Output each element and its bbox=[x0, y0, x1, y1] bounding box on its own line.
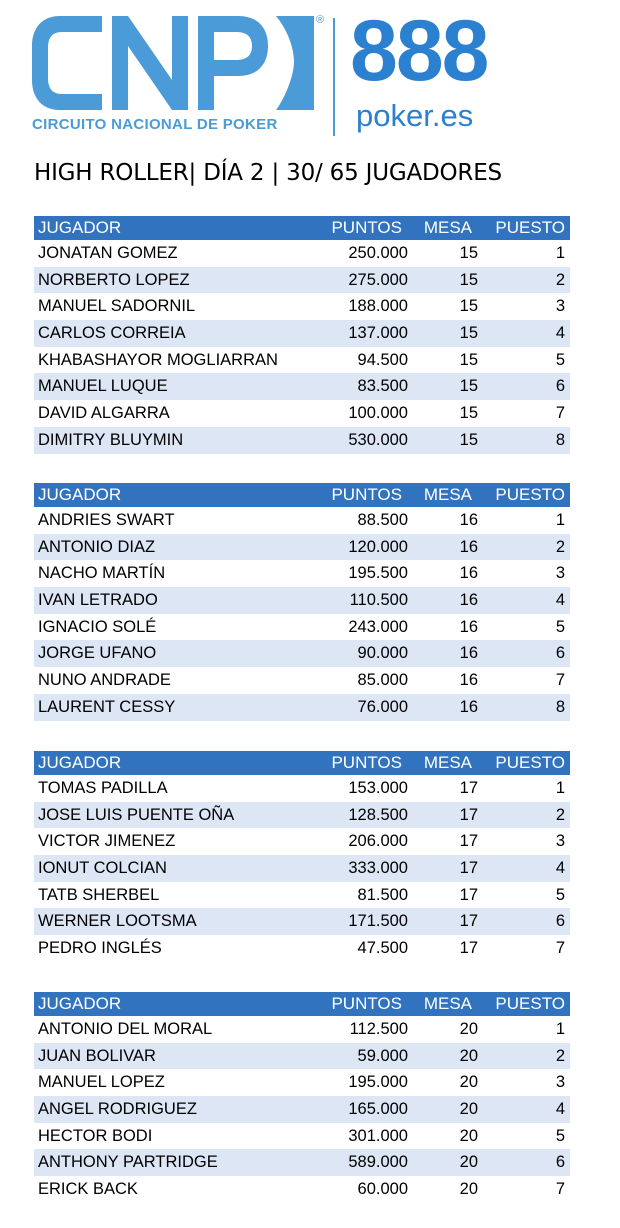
table-number: 20 bbox=[459, 1126, 478, 1145]
table-row bbox=[34, 347, 570, 374]
table-number: 16 bbox=[459, 537, 478, 556]
column-header-mesa: MESA bbox=[423, 218, 472, 237]
table-number: 15 bbox=[459, 270, 478, 289]
table-row bbox=[34, 534, 570, 561]
player-points: 88.500 bbox=[357, 511, 408, 529]
seat-number: 6 bbox=[555, 644, 565, 663]
table-row bbox=[34, 320, 570, 347]
player-points: 589.000 bbox=[348, 1153, 408, 1172]
seat-number: 7 bbox=[555, 939, 565, 958]
column-header-puntos: PUNTOS bbox=[331, 994, 402, 1013]
player-name: VICTOR JIMENEZ bbox=[38, 832, 176, 851]
table-row bbox=[34, 400, 570, 427]
table-number: 17 bbox=[459, 832, 478, 851]
seat-number: 8 bbox=[555, 430, 565, 449]
player-points: 333.000 bbox=[348, 859, 408, 878]
table-row bbox=[34, 775, 570, 802]
table-number: 15 bbox=[459, 244, 478, 262]
player-name: JUAN BOLIVAR bbox=[38, 1046, 156, 1065]
table-header-row bbox=[34, 751, 570, 775]
column-header-jugador: JUGADOR bbox=[38, 485, 122, 504]
column-header-puntos: PUNTOS bbox=[331, 485, 402, 504]
table-number: 16 bbox=[459, 564, 478, 583]
table-row bbox=[34, 587, 570, 614]
seat-number: 4 bbox=[555, 1100, 565, 1119]
standings-table bbox=[34, 992, 570, 1203]
seat-number: 2 bbox=[555, 270, 565, 289]
seat-number: 2 bbox=[555, 537, 565, 556]
seat-number: 1 bbox=[555, 1020, 565, 1038]
player-points: 94.500 bbox=[357, 350, 408, 369]
seat-number: 3 bbox=[555, 297, 565, 316]
player-points: 165.000 bbox=[348, 1100, 408, 1119]
player-name: ANTHONY PARTRIDGE bbox=[38, 1153, 218, 1172]
seat-number: 5 bbox=[555, 885, 565, 904]
seat-number: 1 bbox=[555, 511, 565, 529]
player-name: IGNACIO SOLÉ bbox=[38, 617, 157, 636]
player-name: JOSE LUIS PUENTE OÑA bbox=[38, 805, 235, 824]
player-points: 530.000 bbox=[348, 430, 408, 449]
player-name: ANDRIES SWART bbox=[38, 511, 175, 529]
standings-table bbox=[34, 751, 570, 962]
table-number: 15 bbox=[459, 377, 478, 396]
player-name: TOMAS PADILLA bbox=[38, 779, 168, 797]
table-number: 17 bbox=[459, 779, 478, 797]
table-number: 17 bbox=[459, 885, 478, 904]
logo-888-subtitle: poker.es bbox=[356, 98, 474, 133]
registered-mark: ® bbox=[316, 14, 325, 26]
table-row bbox=[34, 882, 570, 909]
table-header-row bbox=[34, 483, 570, 507]
table-row bbox=[34, 1069, 570, 1096]
player-points: 137.000 bbox=[348, 324, 408, 343]
player-points: 83.500 bbox=[357, 377, 408, 396]
player-name: DAVID ALGARRA bbox=[38, 404, 170, 423]
table-row bbox=[34, 1149, 570, 1176]
table-number: 20 bbox=[459, 1020, 478, 1038]
table-number: 16 bbox=[459, 697, 478, 716]
player-points: 188.000 bbox=[348, 297, 408, 316]
player-name: ERICK BACK bbox=[38, 1180, 138, 1199]
standings-table bbox=[34, 216, 570, 454]
player-name: LAURENT CESSY bbox=[38, 697, 176, 716]
player-points: 85.000 bbox=[357, 671, 408, 690]
seat-number: 7 bbox=[555, 671, 565, 690]
seat-number: 4 bbox=[555, 859, 565, 878]
column-header-jugador: JUGADOR bbox=[38, 753, 122, 772]
player-points: 59.000 bbox=[357, 1046, 408, 1065]
table-number: 16 bbox=[459, 591, 478, 610]
player-points: 47.500 bbox=[357, 939, 408, 958]
standings-table bbox=[34, 483, 570, 721]
table-row bbox=[34, 240, 570, 267]
table-row bbox=[34, 614, 570, 641]
table-row bbox=[34, 1096, 570, 1123]
table-number: 17 bbox=[459, 805, 478, 824]
player-name: TATB SHERBEL bbox=[38, 885, 160, 904]
player-points: 100.000 bbox=[348, 404, 408, 423]
table-header-row bbox=[34, 216, 570, 240]
table-row bbox=[34, 855, 570, 882]
table-row bbox=[34, 828, 570, 855]
player-points: 120.000 bbox=[348, 537, 408, 556]
table-number: 17 bbox=[459, 859, 478, 878]
player-points: 110.500 bbox=[349, 591, 408, 610]
table-number: 20 bbox=[459, 1100, 478, 1119]
player-name: PEDRO INGLÉS bbox=[38, 939, 162, 958]
table-row bbox=[34, 267, 570, 294]
table-row bbox=[34, 373, 570, 400]
player-points: 275.000 bbox=[348, 270, 408, 289]
cnp-subtitle: CIRCUITO NACIONAL DE POKER bbox=[32, 116, 278, 133]
seat-number: 1 bbox=[555, 779, 565, 797]
seat-number: 3 bbox=[555, 832, 565, 851]
logo-divider bbox=[333, 18, 335, 136]
seat-number: 6 bbox=[555, 377, 565, 396]
table-number: 15 bbox=[459, 324, 478, 343]
seat-number: 4 bbox=[555, 591, 565, 610]
player-name: HECTOR BODI bbox=[38, 1126, 153, 1145]
table-number: 20 bbox=[459, 1073, 478, 1092]
player-points: 195.000 bbox=[348, 1073, 408, 1092]
seat-number: 3 bbox=[555, 1073, 565, 1092]
table-row bbox=[34, 935, 570, 962]
player-name: WERNER LOOTSMA bbox=[38, 912, 197, 931]
table-row bbox=[34, 427, 570, 454]
seat-number: 6 bbox=[555, 912, 565, 931]
table-row bbox=[34, 1016, 570, 1043]
table-number: 16 bbox=[459, 671, 478, 690]
player-name: NORBERTO LOPEZ bbox=[38, 270, 190, 289]
table-row bbox=[34, 802, 570, 829]
player-points: 206.000 bbox=[348, 832, 408, 851]
table-number: 16 bbox=[459, 644, 478, 663]
table-number: 15 bbox=[459, 430, 478, 449]
table-number: 15 bbox=[459, 297, 478, 316]
table-number: 20 bbox=[459, 1180, 478, 1199]
player-name: NUNO ANDRADE bbox=[38, 671, 171, 690]
player-points: 60.000 bbox=[357, 1180, 408, 1199]
player-name: MANUEL LUQUE bbox=[38, 377, 168, 396]
table-number: 15 bbox=[459, 350, 478, 369]
seat-number: 7 bbox=[555, 1180, 565, 1199]
table-row bbox=[34, 293, 570, 320]
player-points: 128.500 bbox=[348, 805, 408, 824]
player-points: 76.000 bbox=[357, 697, 408, 716]
cnp-logo bbox=[32, 16, 327, 138]
player-name: ANTONIO DIAZ bbox=[38, 537, 156, 556]
player-name: MANUEL SADORNIL bbox=[38, 297, 196, 316]
column-header-puesto: PUESTO bbox=[495, 485, 565, 504]
table-header-row bbox=[34, 992, 570, 1016]
seat-number: 2 bbox=[555, 805, 565, 824]
column-header-puesto: PUESTO bbox=[495, 994, 565, 1013]
logo-888: 888 bbox=[350, 3, 488, 99]
seat-number: 5 bbox=[555, 350, 565, 369]
player-name: MANUEL LOPEZ bbox=[38, 1073, 165, 1092]
table-number: 15 bbox=[459, 404, 478, 423]
player-name: KHABASHAYOR MOGLIARRAN bbox=[38, 350, 278, 369]
column-header-puntos: PUNTOS bbox=[331, 753, 402, 772]
table-row bbox=[34, 1176, 570, 1203]
cnp-logo-letters bbox=[32, 16, 314, 110]
player-points: 195.500 bbox=[348, 564, 408, 583]
column-header-puntos: PUNTOS bbox=[331, 218, 402, 237]
column-header-puesto: PUESTO bbox=[495, 753, 565, 772]
table-number: 16 bbox=[459, 511, 478, 529]
column-header-jugador: JUGADOR bbox=[38, 218, 122, 237]
seat-number: 1 bbox=[555, 244, 565, 262]
table-row bbox=[34, 908, 570, 935]
page-header bbox=[0, 0, 620, 145]
player-name: DIMITRY BLUYMIN bbox=[38, 430, 184, 449]
player-points: 301.000 bbox=[348, 1126, 408, 1145]
player-name: IVAN LETRADO bbox=[38, 591, 158, 610]
seat-number: 7 bbox=[555, 404, 565, 423]
table-row bbox=[34, 640, 570, 667]
player-points: 243.000 bbox=[348, 617, 408, 636]
seat-number: 2 bbox=[555, 1046, 565, 1065]
player-points: 250.000 bbox=[348, 244, 408, 262]
table-row bbox=[34, 1043, 570, 1070]
player-name: IONUT COLCIAN bbox=[38, 859, 167, 878]
table-number: 16 bbox=[459, 617, 478, 636]
player-points: 153.000 bbox=[348, 779, 408, 797]
player-points: 171.500 bbox=[348, 912, 408, 931]
column-header-puesto: PUESTO bbox=[495, 218, 565, 237]
column-header-jugador: JUGADOR bbox=[38, 994, 122, 1013]
player-name: CARLOS CORREIA bbox=[38, 324, 186, 343]
table-row bbox=[34, 560, 570, 587]
column-header-mesa: MESA bbox=[423, 485, 472, 504]
table-number: 20 bbox=[459, 1046, 478, 1065]
table-row bbox=[34, 1123, 570, 1150]
column-header-mesa: MESA bbox=[423, 753, 472, 772]
player-name: ANGEL RODRIGUEZ bbox=[38, 1100, 197, 1119]
player-name: JONATAN GOMEZ bbox=[38, 244, 178, 262]
table-row bbox=[34, 694, 570, 721]
column-header-mesa: MESA bbox=[423, 994, 472, 1013]
player-name: ANTONIO DEL MORAL bbox=[38, 1020, 213, 1038]
table-row bbox=[34, 507, 570, 534]
player-name: NACHO MARTÍN bbox=[38, 564, 166, 583]
seat-number: 8 bbox=[555, 697, 565, 716]
table-number: 17 bbox=[459, 912, 478, 931]
table-row bbox=[34, 667, 570, 694]
seat-number: 6 bbox=[555, 1153, 565, 1172]
player-points: 112.500 bbox=[349, 1020, 408, 1038]
seat-number: 4 bbox=[555, 324, 565, 343]
player-points: 81.500 bbox=[357, 885, 408, 904]
page-title: HIGH ROLLER| DÍA 2 | 30/ 65 JUGADORES bbox=[34, 160, 502, 186]
player-points: 90.000 bbox=[357, 644, 408, 663]
seat-number: 3 bbox=[555, 564, 565, 583]
table-number: 17 bbox=[459, 939, 478, 958]
seat-number: 5 bbox=[555, 617, 565, 636]
player-name: JORGE UFANO bbox=[38, 644, 157, 663]
seat-number: 5 bbox=[555, 1126, 565, 1145]
table-number: 20 bbox=[459, 1153, 478, 1172]
